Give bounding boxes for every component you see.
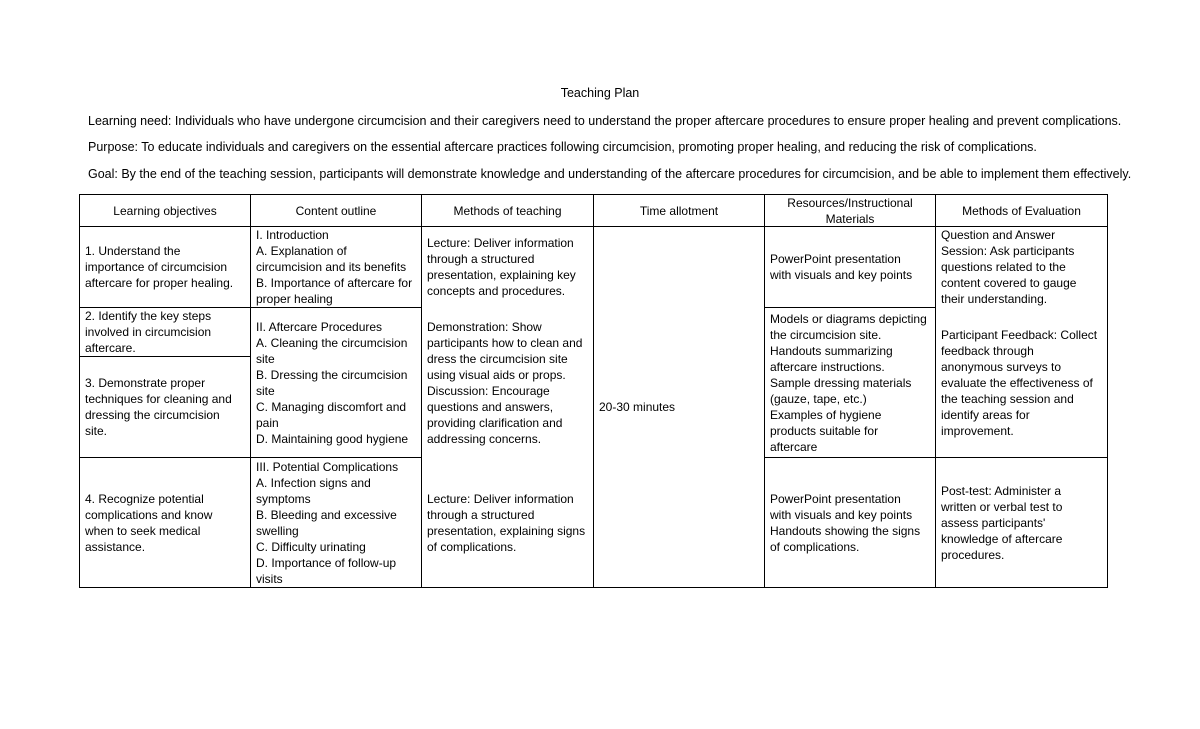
goal: Goal: By the end of the teaching session, participants will demonstrate knowledge and understanding of the aftercare procedures for circumcision, and be able to implement them effectively. — [88, 167, 1132, 181]
learning-need: Learning need: Individuals who have undergone circumcision and their caregivers need to understand the proper aftercare procedures to ensure proper healing and prevent complications. — [88, 114, 1122, 128]
purpose: Purpose: To educate individuals and caregivers on the essential aftercare practices following circumcision, promoting proper healing, and reducing the risk of complications. — [88, 140, 1037, 154]
resource-2: Models or diagrams depicting the circumcision site. Handouts summarizing aftercare instructions. Sample dressing materials (gauze, tape, etc.) Examples of hygiene products suitable for aftercare — [770, 311, 927, 454]
teaching-method-3: Lecture: Deliver information through a structured presentation, explaining signs of complications. — [427, 491, 586, 554]
teaching-method-2: Demonstration: Show participants how to clean and dress the circumcision site using visual aids or props. Discussion: Encourage questions and answers, providing clarification and addressing concerns. — [427, 319, 583, 446]
content-outline-1: I. Introduction A. Explanation of circumcision and its benefits B. Importance of aftercare for proper healing — [256, 228, 413, 306]
resource-1: PowerPoint presentation with visuals and key points — [770, 252, 913, 282]
header-learning-objectives: Learning objectives — [113, 203, 217, 218]
resource-3: PowerPoint presentation with visuals and key points Handouts showing the signs of complications. — [770, 491, 921, 554]
objective-1: 1. Understand the importance of circumcision aftercare for proper healing. — [85, 244, 234, 290]
header-methods-of-teaching: Methods of teaching — [453, 203, 562, 218]
header-resources: Resources/Instructional Materials — [787, 195, 913, 226]
content-outline-2: II. Aftercare Procedures A. Cleaning the circumcision site B. Dressing the circumcision site C. Managing discomfort and pain D. Maintaining good hygiene — [256, 319, 409, 446]
evaluation-3: Post-test: Administer a written or verbal test to assess participants' knowledge of aftercare procedures. — [941, 483, 1063, 562]
col-divider-6 — [1107, 194, 1108, 588]
header-content-outline: Content outline — [295, 203, 377, 218]
content-outline-3: III. Potential Complications A. Infection signs and symptoms B. Bleeding and excessive swelling C. Difficulty urinating D. Importance of follow-up visits — [256, 459, 399, 586]
objective-3: 3. Demonstrate proper techniques for cleaning and dressing the circumcision site. — [85, 376, 232, 438]
evaluation-2: Participant Feedback: Collect feedback through anonymous surveys to evaluate the effectiveness of the teaching session and identify areas for improvement. — [941, 327, 1098, 438]
objective-4: 4. Recognize potential complications and know when to seek medical assistance. — [85, 491, 213, 554]
teaching-method-1: Lecture: Deliver information through a structured presentation, explaining key concepts and procedures. — [427, 236, 576, 298]
header-methods-of-evaluation: Methods of Evaluation — [962, 203, 1081, 218]
page-title: Teaching Plan — [560, 86, 640, 100]
evaluation-1: Question and Answer Session: Ask participants questions related to the content covered to gauge their understanding. — [941, 228, 1077, 306]
objective-2: 2. Identify the key steps involved in circumcision aftercare. — [85, 309, 212, 355]
header-time-allotment: Time allotment — [639, 203, 719, 218]
time-allotment: 20-30 minutes — [599, 400, 676, 414]
